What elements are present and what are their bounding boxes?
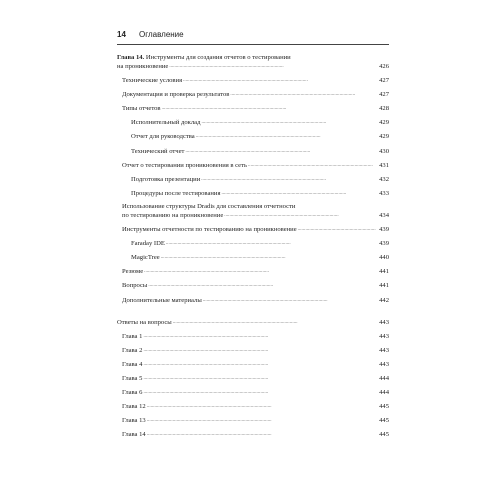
header-title: Оглавление (139, 30, 184, 39)
toc-entry-page: 443 (379, 360, 389, 368)
toc-entry-reporting-tools[interactable] (117, 225, 389, 234)
toc-entry-summary[interactable] (117, 267, 389, 276)
toc-entry-additional-materials[interactable] (117, 296, 389, 305)
toc-entry-page: 441 (379, 282, 389, 290)
toc-entry-label: Исполнительный доклад (131, 119, 201, 127)
toc-entry-label: Инструменты отчетности по тестированию на проникновение (122, 226, 297, 234)
toc-entry-label: Подготовка презентации (131, 175, 201, 183)
dot-leader (183, 76, 376, 85)
chapter-page: 426 (379, 63, 389, 70)
toc-entry-answers-ch13[interactable] (117, 416, 389, 425)
toc-entry-label: Глава 1 (122, 332, 143, 340)
dot-leader (144, 267, 376, 276)
dot-leader (230, 90, 376, 99)
toc-entry-report-types[interactable] (117, 104, 389, 113)
toc-entry-label: MagicTree (131, 254, 160, 262)
toc-entry-page: 429 (379, 133, 389, 141)
dot-leader (203, 296, 376, 305)
toc-entry-page: 439 (379, 226, 389, 234)
dot-leader (143, 360, 376, 369)
toc-entry-page: 444 (379, 375, 389, 383)
toc-entry-label: Технический отчет (131, 147, 185, 155)
toc-entry-answers-ch6[interactable] (117, 388, 389, 397)
toc-entry-label: Вопросы (122, 282, 148, 290)
dot-leader (298, 225, 376, 234)
chapter-heading[interactable] (117, 54, 389, 71)
toc-entry-label-line1: Использование структуры Dradis для составления отчетности (122, 202, 296, 210)
toc-entry-tech-conditions[interactable] (117, 76, 389, 85)
toc-entry-label: Резюме (122, 268, 144, 276)
toc-entry-page: 429 (379, 119, 389, 127)
toc-entry-page: 445 (379, 431, 389, 439)
toc-entry-management-report[interactable] (117, 132, 389, 141)
toc-entry-answers[interactable] (117, 318, 389, 327)
toc-entry-label: Глава 5 (122, 375, 143, 383)
toc-entry-questions[interactable] (117, 281, 389, 290)
toc-entry-label: Отчет о тестировании проникновения в сеть (122, 161, 247, 169)
toc-entry-presentation-prep[interactable] (117, 175, 389, 184)
dot-leader (201, 175, 376, 184)
toc-entry-technical-report[interactable] (117, 147, 389, 156)
dot-leader (224, 211, 378, 220)
page-header (117, 30, 389, 45)
toc-entry-label: Глава 6 (122, 389, 143, 397)
toc-entry-page: 428 (379, 105, 389, 113)
toc-entry-page: 434 (379, 211, 389, 219)
toc-entry-page: 444 (379, 389, 389, 397)
chapter-title-line2: на проникновение (117, 63, 169, 70)
dot-leader (143, 388, 376, 397)
toc-entry-label: Глава 4 (122, 360, 143, 368)
dot-leader (147, 416, 376, 425)
toc-entry-page: 441 (379, 268, 389, 276)
chapter-title-line1: Инструменты для создания отчетов о тестировании (145, 54, 291, 61)
dot-leader (201, 118, 376, 127)
toc-entry-page: 442 (379, 296, 389, 304)
toc-entry-answers-ch12[interactable] (117, 402, 389, 411)
dot-leader (147, 430, 376, 439)
dot-leader (169, 62, 378, 71)
toc-entry-label: Ответы на вопросы (117, 318, 172, 326)
toc-entry-page: 440 (379, 254, 389, 262)
toc-entry-answers-ch2[interactable] (117, 346, 389, 355)
toc-entry-page: 427 (379, 77, 389, 85)
toc-entry-magictree[interactable] (117, 253, 389, 262)
toc-entry-label: Процедуры после тестирования (131, 189, 221, 197)
dot-leader (162, 104, 376, 113)
chapter-label: Глава 14. (117, 54, 145, 61)
toc-entry-label: Дополнительные материалы (122, 296, 202, 304)
toc-entry-page: 445 (379, 403, 389, 411)
toc-entry-answers-ch14[interactable] (117, 430, 389, 439)
toc-entry-answers-ch5[interactable] (117, 374, 389, 383)
dot-leader (173, 318, 376, 327)
toc-entry-label: Faraday IDE (131, 240, 165, 248)
toc-entry-page: 443 (379, 332, 389, 340)
toc-entry-documentation[interactable] (117, 90, 389, 99)
toc-entry-post-test-procedures[interactable] (117, 189, 389, 198)
toc-entry-page: 443 (379, 318, 389, 326)
toc-entry-answers-ch4[interactable] (117, 360, 389, 369)
dot-leader (148, 281, 376, 290)
dot-leader (185, 147, 376, 156)
toc-entry-page: 443 (379, 346, 389, 354)
toc-entry-label: Глава 14 (122, 431, 146, 439)
toc-entry-page: 433 (379, 189, 389, 197)
toc-entry-page: 431 (379, 161, 389, 169)
toc-entry-faraday-ide[interactable] (117, 239, 389, 248)
toc-entry-label: Документация и проверка результатов (122, 91, 230, 99)
toc-entry-page: 430 (379, 147, 389, 155)
dot-leader (248, 161, 376, 170)
toc-entry-network-pentest-report[interactable] (117, 161, 389, 170)
dot-leader (166, 239, 376, 248)
dot-leader (196, 132, 376, 141)
toc-entry-label: Глава 2 (122, 346, 143, 354)
table-of-contents (117, 54, 389, 439)
dot-leader (147, 402, 376, 411)
toc-entry-page: 439 (379, 240, 389, 248)
toc-entry-page: 427 (379, 91, 389, 99)
toc-entry-executive-report[interactable] (117, 118, 389, 127)
toc-entry-label: Глава 12 (122, 403, 146, 411)
toc-entry-answers-ch1[interactable] (117, 332, 389, 341)
toc-entry-label: Отчет для руководства (131, 133, 195, 141)
toc-entry-page: 445 (379, 417, 389, 425)
toc-entry-page: 432 (379, 175, 389, 183)
dot-leader (143, 374, 376, 383)
toc-entry-label: Технические условия (122, 77, 183, 85)
dot-leader (221, 189, 376, 198)
toc-entry-dradis[interactable] (117, 203, 389, 220)
page-number: 14 (117, 30, 126, 39)
toc-entry-label: Глава 13 (122, 417, 146, 425)
toc-entry-label-line2: по тестированию на проникновение (122, 211, 224, 219)
dot-leader (143, 346, 376, 355)
dot-leader (161, 253, 376, 262)
toc-entry-label: Типы отчетов (122, 105, 161, 113)
dot-leader (143, 332, 376, 341)
